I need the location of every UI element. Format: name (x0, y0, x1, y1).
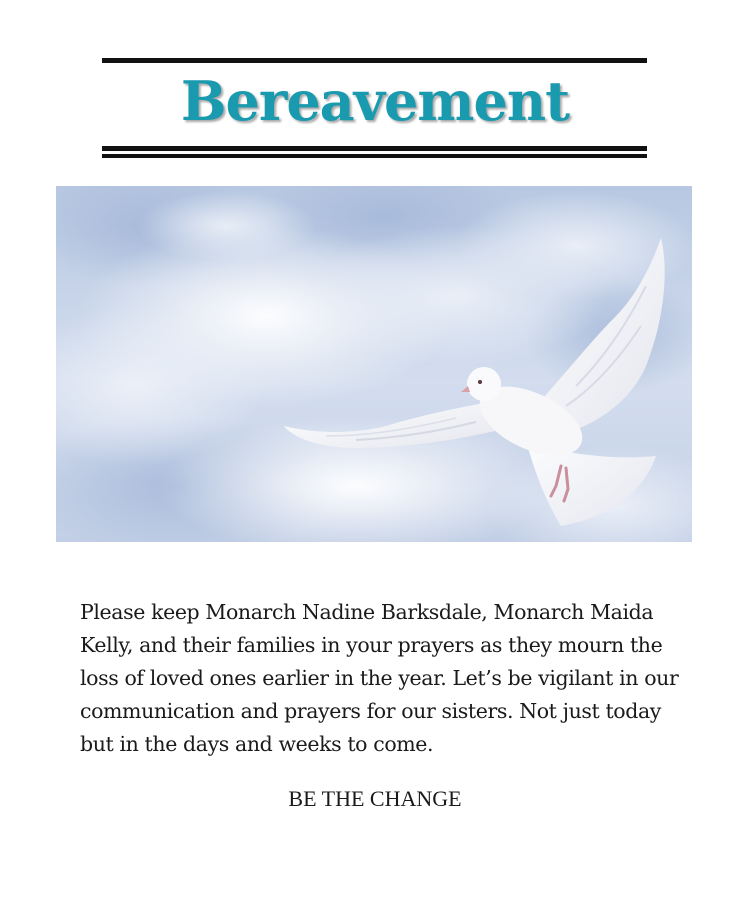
page-title: Bereavement (180, 69, 570, 133)
top-rule (102, 58, 647, 63)
tagline: BE THE CHANGE (288, 786, 462, 811)
dove-photo (56, 186, 692, 542)
bottom-rule-thin (102, 154, 647, 158)
bereavement-message: Please keep Monarch Nadine Barksdale, Monarch Maida Kelly, and their families in your prayers as they mourn the loss of loved ones earlier in the year. Let’s be vigilant in our communication and prayers for our sisters. Not just today but in the days and weeks to come. (80, 600, 679, 756)
dove-illustration (56, 186, 692, 542)
bottom-rule-thick (102, 146, 647, 151)
